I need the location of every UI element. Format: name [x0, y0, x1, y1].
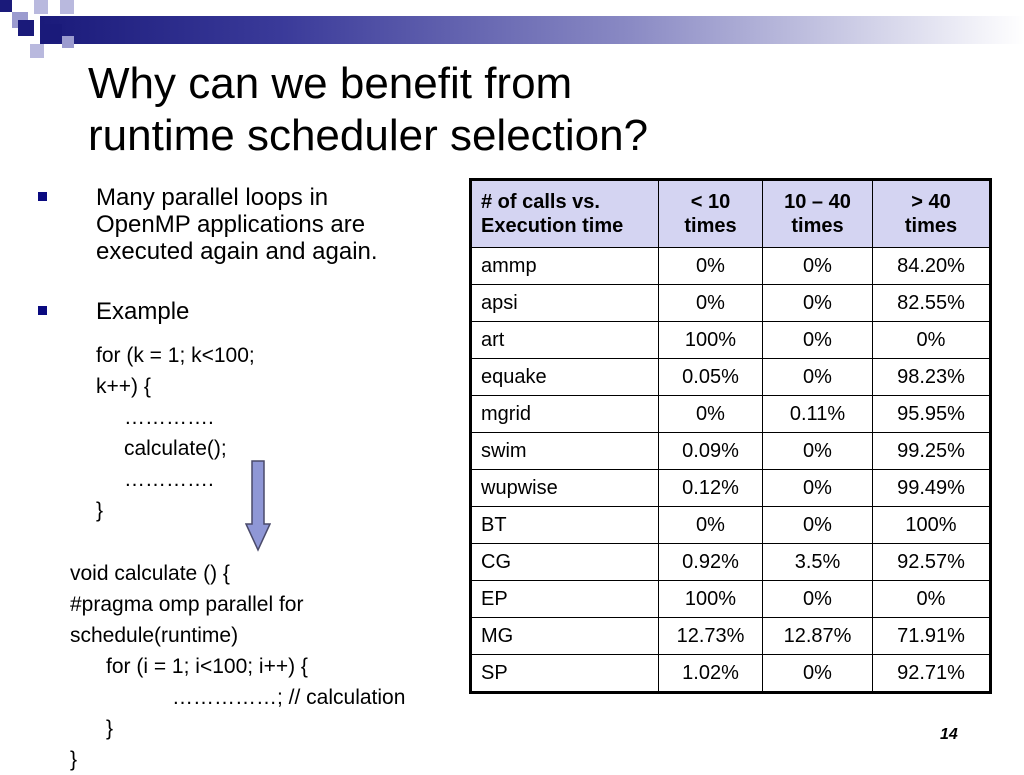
benchmark-name-cell: CG — [471, 544, 659, 581]
table-row — [471, 248, 991, 285]
benchmark-name-cell: EP — [471, 581, 659, 618]
percentage-cell: 98.23% — [873, 359, 991, 396]
benchmark-name-cell: swim — [471, 433, 659, 470]
percentage-cell: 0.11% — [763, 396, 873, 433]
table-row — [471, 655, 991, 693]
code-line: ……………; // calculation — [172, 686, 406, 709]
page-number: 14 — [940, 726, 958, 743]
benchmark-name-cell: ammp — [471, 248, 659, 285]
code-line: } — [96, 499, 104, 522]
code-line: } — [70, 748, 78, 771]
percentage-cell: 0% — [763, 433, 873, 470]
percentage-cell: 0.09% — [659, 433, 763, 470]
decor-square-light — [60, 0, 74, 14]
percentage-cell: 0.92% — [659, 544, 763, 581]
percentage-cell: 0.05% — [659, 359, 763, 396]
code-line: } — [106, 717, 114, 740]
decor-square-light — [30, 44, 44, 58]
code-line: void calculate () { — [70, 562, 230, 585]
benchmark-name-cell: SP — [471, 655, 659, 693]
percentage-cell: 3.5% — [763, 544, 873, 581]
decor-square-dark — [0, 0, 12, 12]
code-line: schedule(runtime) — [70, 624, 239, 647]
percentage-cell: 0% — [763, 507, 873, 544]
code-line: …………. — [124, 406, 214, 429]
table-row — [471, 359, 991, 396]
percentage-cell: 0% — [763, 322, 873, 359]
percentage-cell: 12.73% — [659, 618, 763, 655]
table-row — [471, 285, 991, 322]
benchmark-name-cell: apsi — [471, 285, 659, 322]
percentage-cell: 0% — [873, 322, 991, 359]
percentage-cell: 0% — [659, 396, 763, 433]
table-row — [471, 433, 991, 470]
percentage-cell: 0% — [763, 248, 873, 285]
table-row — [471, 322, 991, 359]
table-row — [471, 470, 991, 507]
percentage-cell: 1.02% — [659, 655, 763, 693]
decor-square-light — [34, 0, 48, 14]
table-header-cell: # of calls vs. Execution time — [471, 180, 659, 248]
percentage-cell: 0% — [659, 248, 763, 285]
percentage-cell: 0% — [763, 470, 873, 507]
decor-square-light — [62, 36, 74, 48]
benchmark-name-cell: art — [471, 322, 659, 359]
decor-square-dark — [44, 24, 62, 42]
benchmark-name-cell: BT — [471, 507, 659, 544]
table-row — [471, 396, 991, 433]
code-line: k++) { — [96, 375, 151, 398]
percentage-cell: 100% — [873, 507, 991, 544]
bullet-square-icon — [38, 192, 47, 201]
percentage-cell: 0% — [763, 655, 873, 693]
slide-title: Why can we benefit from runtime scheduler selection? — [88, 59, 649, 160]
bullet-square-icon — [38, 306, 47, 315]
table-header-row — [471, 180, 991, 248]
percentage-cell: 95.95% — [873, 396, 991, 433]
percentage-cell: 0% — [659, 507, 763, 544]
code-line: #pragma omp parallel for — [70, 593, 304, 616]
percentage-cell: 99.49% — [873, 470, 991, 507]
code-line: calculate(); — [124, 437, 227, 460]
table-header-cell: < 10 times — [659, 180, 763, 248]
benchmark-name-cell: equake — [471, 359, 659, 396]
execution-time-table — [469, 178, 992, 694]
table-row — [471, 507, 991, 544]
table-header-cell: > 40 times — [873, 180, 991, 248]
code-line: for (k = 1; k<100; — [96, 344, 255, 367]
percentage-cell: 0% — [763, 285, 873, 322]
percentage-cell: 0.12% — [659, 470, 763, 507]
table-header-cell: 10 – 40 times — [763, 180, 873, 248]
benchmark-name-cell: mgrid — [471, 396, 659, 433]
percentage-cell: 82.55% — [873, 285, 991, 322]
percentage-cell: 0% — [873, 581, 991, 618]
percentage-cell: 71.91% — [873, 618, 991, 655]
header-decoration-band — [40, 16, 1024, 44]
bullet-text: Example — [96, 298, 190, 325]
percentage-cell: 12.87% — [763, 618, 873, 655]
down-arrow-icon — [245, 460, 271, 552]
percentage-cell: 100% — [659, 322, 763, 359]
benchmark-name-cell: wupwise — [471, 470, 659, 507]
percentage-cell: 0% — [659, 285, 763, 322]
percentage-cell: 92.57% — [873, 544, 991, 581]
benchmark-name-cell: MG — [471, 618, 659, 655]
decor-square-dark — [18, 20, 34, 36]
code-line: …………. — [124, 468, 214, 491]
percentage-cell: 99.25% — [873, 433, 991, 470]
bullet-text: Many parallel loops in OpenMP applications are executed again and again. — [96, 184, 378, 265]
percentage-cell: 100% — [659, 581, 763, 618]
percentage-cell: 84.20% — [873, 248, 991, 285]
percentage-cell: 0% — [763, 359, 873, 396]
table-row — [471, 581, 991, 618]
table-row — [471, 544, 991, 581]
code-line: for (i = 1; i<100; i++) { — [106, 655, 308, 678]
table-row — [471, 618, 991, 655]
percentage-cell: 0% — [763, 581, 873, 618]
percentage-cell: 92.71% — [873, 655, 991, 693]
